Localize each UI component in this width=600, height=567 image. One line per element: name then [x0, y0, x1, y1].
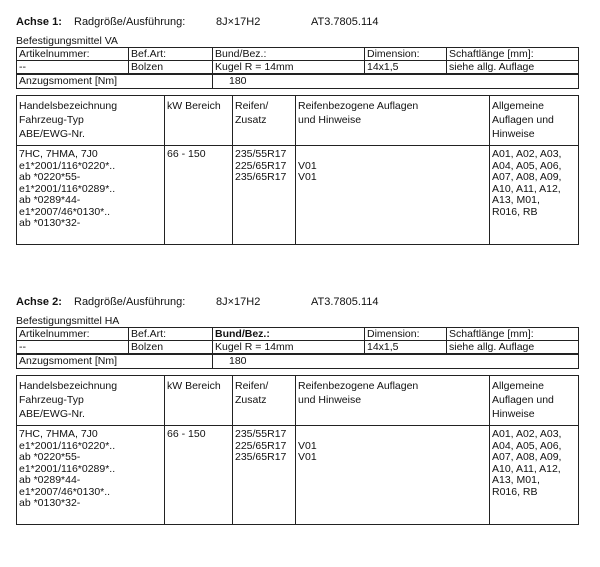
axle-label: Achse 2: — [16, 296, 62, 308]
general-line: A13, M01, — [492, 194, 540, 206]
fastener-header-cell: Dimension: — [365, 328, 447, 341]
fastener-value-row — [17, 61, 579, 74]
torque-label: Anzugsmoment [Nm] — [17, 75, 213, 89]
fastener-header-cell: Bund/Bez.: — [213, 48, 365, 61]
col-header-tire-notes: Reifenbezogene Auflagen und Hinweise — [296, 96, 490, 146]
torque-table — [16, 354, 579, 369]
vehicle-line: e1*2001/116*0220*.. — [19, 159, 116, 172]
vehicle-line: 7HC, 7HMA, 7J0 — [19, 148, 98, 160]
axle-header — [16, 294, 586, 310]
part-number: AT3.7805.114 — [311, 296, 379, 308]
size-label: Radgröße/Ausführung: — [74, 16, 186, 28]
vehicle-line: ab *0130*32- — [19, 217, 81, 229]
fastener-title: Befestigungsmittel VA — [16, 35, 118, 47]
general-line: A04, A05, A06, — [492, 159, 562, 172]
size-label: Radgröße/Ausführung: — [74, 296, 186, 308]
tire-note — [298, 429, 487, 441]
fastener-table — [16, 47, 579, 74]
tire-note: V01 — [298, 171, 317, 183]
col-header-general: Allgemeine Auflagen und Hinweise — [490, 376, 579, 426]
fastener-header-cell: Bef.Art: — [129, 328, 213, 341]
general-line: A07, A08, A09, — [492, 171, 562, 183]
general-line: A10, A11, A12, — [492, 182, 561, 195]
fastener-value-cell: Kugel R = 14mm — [213, 341, 365, 354]
tire-note: V01 — [298, 159, 317, 172]
vehicle-line: e1*2007/46*0130*.. — [19, 205, 111, 218]
tire-note: V01 — [298, 439, 317, 452]
fastener-value-row — [17, 341, 579, 354]
torque-label: Anzugsmoment [Nm] — [17, 355, 213, 369]
part-number: AT3.7805.114 — [311, 16, 379, 28]
vehicle-line: ab *0220*55- — [19, 451, 81, 463]
vehicle-table — [16, 95, 579, 245]
fastener-value-cell: -- — [17, 341, 129, 354]
fastener-header-cell: Schaftlänge [mm]: — [447, 48, 579, 61]
fastener-value-cell: Bolzen — [129, 61, 213, 74]
kw-range: 66 - 150 — [165, 146, 233, 245]
tire-note: V01 — [298, 451, 317, 463]
fastener-value-cell: Kugel R = 14mm — [213, 61, 365, 74]
general-line: R016, RB — [492, 205, 538, 218]
general-notes-cell — [490, 426, 579, 525]
vehicle-header-row — [17, 376, 579, 426]
tire-size: 225/65R17 — [235, 439, 287, 452]
fastener-header-cell: Artikelnummer: — [17, 328, 129, 341]
torque-value: 180 — [213, 355, 579, 369]
torque-row — [17, 75, 579, 89]
vehicle-data-row — [17, 146, 579, 245]
axle-header — [16, 14, 586, 30]
tire-notes-cell — [296, 426, 490, 525]
col-header-kw: kW Bereich — [165, 376, 233, 426]
fastener-value-cell: Bolzen — [129, 341, 213, 354]
size-value: 8J×17H2 — [216, 296, 261, 308]
tire-cell — [233, 426, 296, 525]
vehicle-line: ab *0130*32- — [19, 497, 81, 509]
general-notes-cell — [490, 146, 579, 245]
general-line: A04, A05, A06, — [492, 439, 562, 452]
vehicle-data-row — [17, 426, 579, 525]
fastener-value-cell: 14x1,5 — [365, 61, 447, 74]
general-line: A10, A11, A12, — [492, 462, 561, 475]
fastener-value-cell: siehe allg. Auflage — [447, 341, 579, 354]
col-header-tires: Reifen/ Zusatz — [233, 376, 296, 426]
general-line: A13, M01, — [492, 474, 540, 486]
general-line: A07, A08, A09, — [492, 451, 562, 463]
axle-label: Achse 1: — [16, 16, 62, 28]
col-header-tire-notes: Reifenbezogene Auflagen und Hinweise — [296, 376, 490, 426]
size-value: 8J×17H2 — [216, 16, 261, 28]
tire-size: 235/65R17 — [235, 451, 287, 463]
vehicle-cell — [17, 426, 165, 525]
fastener-table — [16, 327, 579, 354]
tire-size: 235/65R17 — [235, 171, 287, 183]
vehicle-header-row — [17, 96, 579, 146]
col-header-vehicle: Handelsbezeichnung Fahrzeug-Typ ABE/EWG-Nr. — [17, 376, 165, 426]
vehicle-line: e1*2001/116*0289*.. — [19, 462, 116, 475]
fastener-value-cell: 14x1,5 — [365, 341, 447, 354]
tire-size: 235/55R17 — [235, 148, 287, 160]
tire-size: 225/65R17 — [235, 159, 287, 172]
axle-section-2 — [16, 294, 586, 525]
fastener-title: Befestigungsmittel HA — [16, 315, 120, 327]
fastener-header-cell: Dimension: — [365, 48, 447, 61]
fastener-header-row — [17, 48, 579, 61]
fastener-header-cell: Bund/Bez.: — [213, 328, 365, 341]
vehicle-line: e1*2007/46*0130*.. — [19, 485, 111, 498]
col-header-vehicle: Handelsbezeichnung Fahrzeug-Typ ABE/EWG-Nr. — [17, 96, 165, 146]
general-line: A01, A02, A03, — [492, 428, 562, 440]
tire-size: 235/55R17 — [235, 428, 287, 440]
torque-table — [16, 74, 579, 89]
col-header-general: Allgemeine Auflagen und Hinweise — [490, 96, 579, 146]
tire-notes-cell — [296, 146, 490, 245]
vehicle-line: e1*2001/116*0220*.. — [19, 439, 116, 452]
general-line: R016, RB — [492, 485, 538, 498]
vehicle-line: e1*2001/116*0289*.. — [19, 182, 116, 195]
tire-note — [298, 149, 487, 161]
torque-row — [17, 355, 579, 369]
tire-cell — [233, 146, 296, 245]
fastener-value-cell: -- — [17, 61, 129, 74]
col-header-kw: kW Bereich — [165, 96, 233, 146]
torque-value: 180 — [213, 75, 579, 89]
fastener-header-cell: Schaftlänge [mm]: — [447, 328, 579, 341]
fastener-header-cell: Bef.Art: — [129, 48, 213, 61]
vehicle-table — [16, 375, 579, 525]
vehicle-cell — [17, 146, 165, 245]
fastener-header-cell: Artikelnummer: — [17, 48, 129, 61]
col-header-tires: Reifen/ Zusatz — [233, 96, 296, 146]
general-line: A01, A02, A03, — [492, 148, 562, 160]
fastener-header-row — [17, 328, 579, 341]
axle-section-1 — [16, 14, 586, 245]
kw-range: 66 - 150 — [165, 426, 233, 525]
fastener-value-cell: siehe allg. Auflage — [447, 61, 579, 74]
vehicle-line: ab *0220*55- — [19, 171, 81, 183]
vehicle-line: 7HC, 7HMA, 7J0 — [19, 428, 98, 440]
vehicle-line: ab *0289*44- — [19, 474, 81, 486]
vehicle-line: ab *0289*44- — [19, 194, 81, 206]
